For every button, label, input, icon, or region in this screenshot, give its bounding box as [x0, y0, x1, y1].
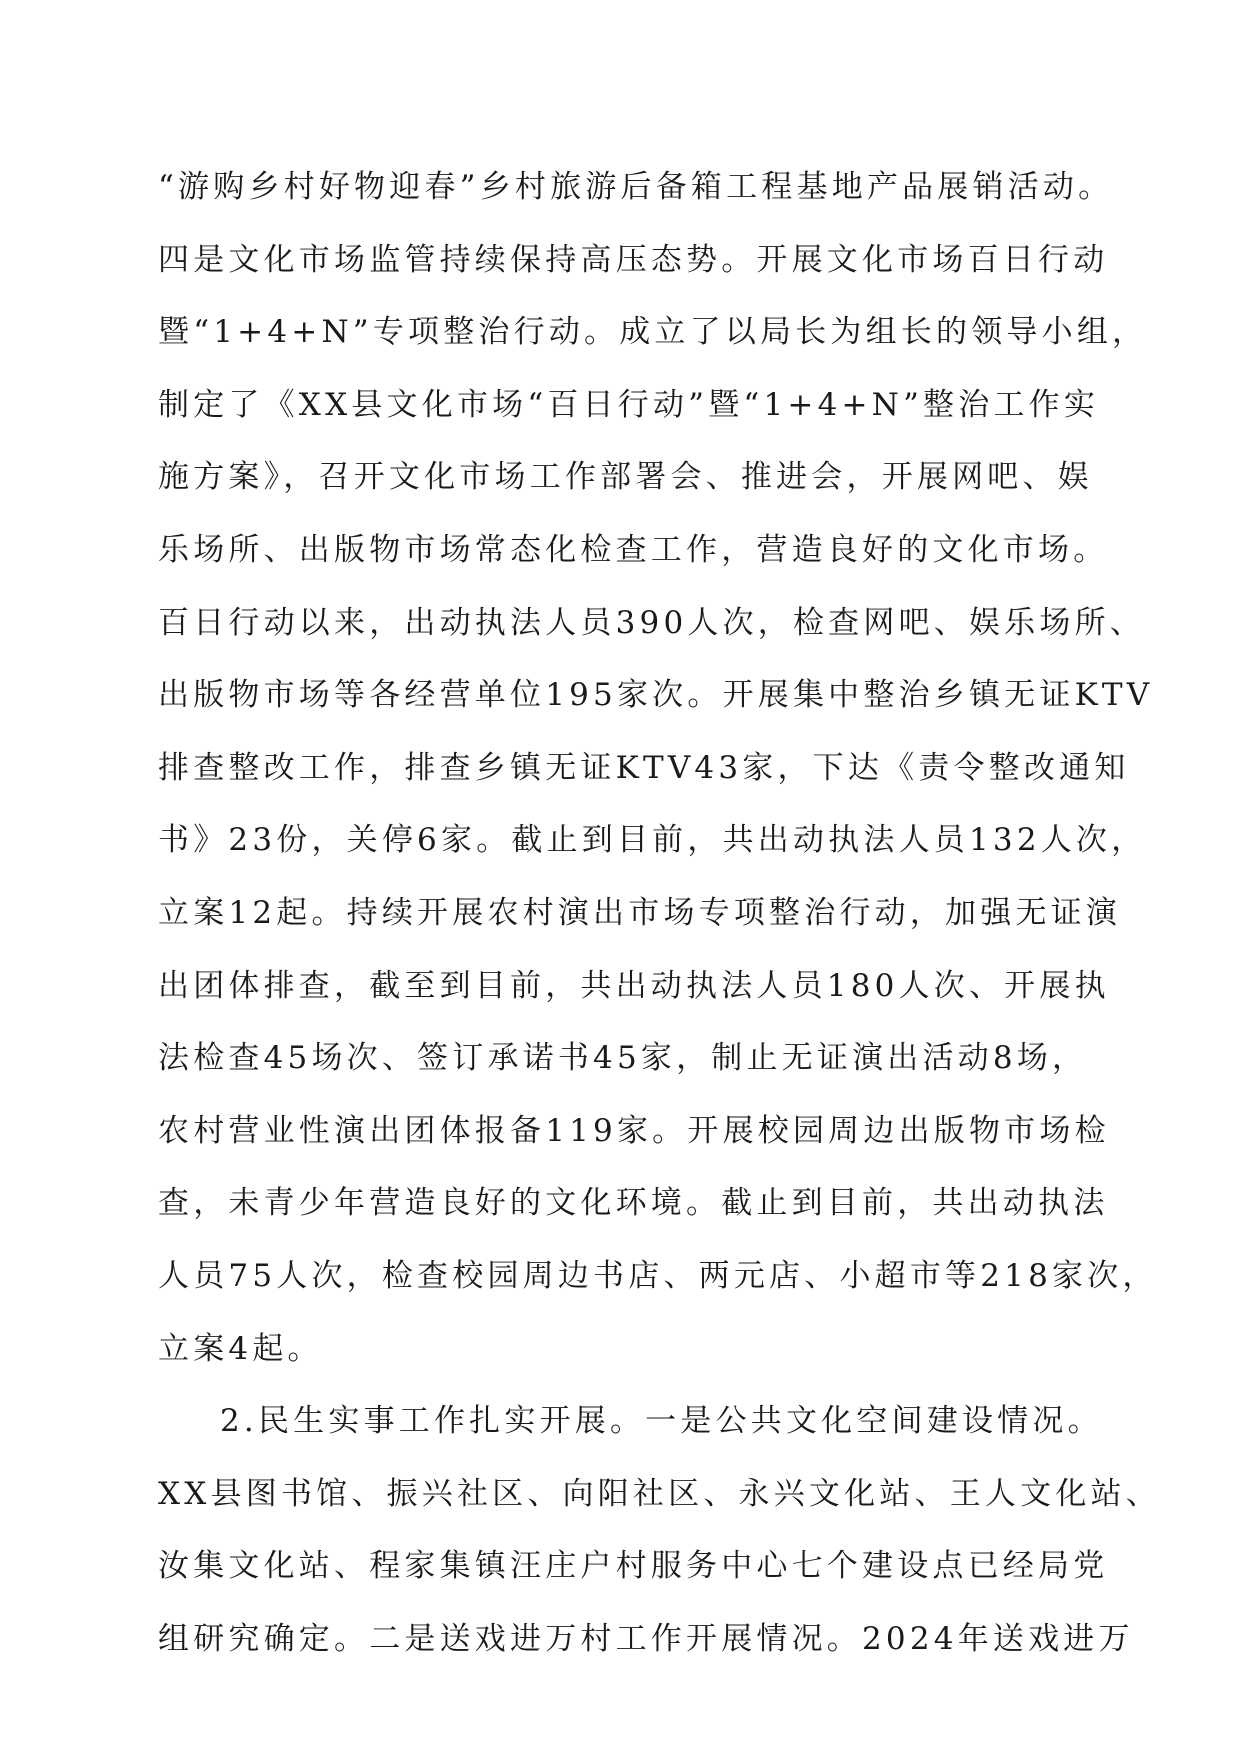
- text-line: 乐场所、出版物市场常态化检查工作，营造良好的文化市场。: [158, 531, 1109, 568]
- text-line: 四是文化市场监管持续保持高压态势。开展文化市场百日行动: [158, 241, 1109, 278]
- text-line: 法检查45场次、签订承诺书45家，制止无证演出活动8场，: [158, 1040, 1088, 1077]
- text-line: 汝集文化站、程家集镇汪庄户村服务中心七个建设点已经局党: [158, 1548, 1109, 1585]
- text-line: 暨“1+4+N”专项整治行动。成立了以局长为组长的领导小组，: [158, 314, 1148, 351]
- text-line: 百日行动以来，出动执法人员390人次，检查网吧、娱乐场所、: [158, 604, 1145, 641]
- text-line: 出版物市场等各经营单位195家次。开展集中整治乡镇无证KTV: [158, 677, 1154, 714]
- text-line: 书》23份，关停6家。截止到目前，共出动执法人员132人次，: [158, 822, 1147, 859]
- text-line: 出团体排查，截至到目前，共出动执法人员180人次、开展执: [158, 967, 1110, 1004]
- text-line: “游购乡村好物迎春”乡村旅游后备箱工程基地产品展销活动。: [158, 169, 1114, 205]
- text-line: 立案4起。: [158, 1330, 323, 1367]
- text-line: 人员75人次，检查校园周边书店、两元店、小超市等218家次，: [158, 1257, 1158, 1294]
- text-line: 组研究确定。二是送戏进万村工作开展情况。2024年送戏进万: [158, 1620, 1134, 1657]
- text-line: 农村营业性演出团体报备119家。开展校园周边出版物市场检: [158, 1112, 1110, 1149]
- text-line: 立案12起。持续开展农村演出市场专项整治行动，加强无证演: [158, 894, 1122, 931]
- text-line: 排查整改工作，排查乡镇无证KTV43家，下达《责令整改通知: [158, 749, 1130, 786]
- text-line: XX县图书馆、振兴社区、向阳社区、永兴文化站、王人文化站、: [158, 1475, 1161, 1512]
- text-line: 查，未青少年营造良好的文化环境。截止到目前，共出动执法: [158, 1185, 1109, 1222]
- body-text: [158, 162, 1161, 1686]
- text-line: 制定了《XX县文化市场“百日行动”暨“1+4+N”整治工作实: [158, 386, 1100, 423]
- text-line: 施方案》，召开文化市场工作部署会、推进会，开展网吧、娱: [158, 459, 1093, 496]
- paragraph-heading-line: 2.民生实事工作扎实开展。一是公共文化空间建设情况。: [220, 1403, 1103, 1440]
